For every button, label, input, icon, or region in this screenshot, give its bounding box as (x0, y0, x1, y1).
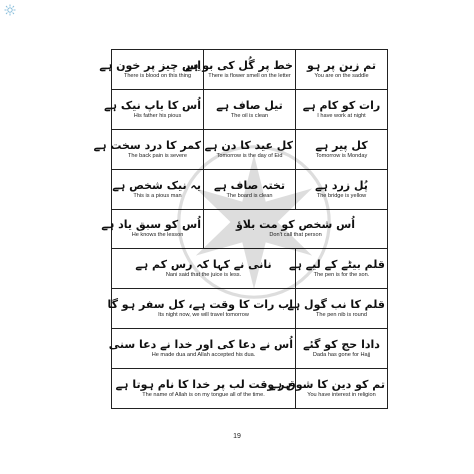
table-row (112, 50, 388, 90)
table-cell-wide (112, 369, 296, 409)
urdu-sentence: یہ نیک شخص ہے (112, 178, 201, 192)
table-row (112, 169, 388, 209)
urdu-sentence: اُس شخص کو مت بلاؤ (235, 218, 356, 232)
urdu-sentence: تم کو دین کا شوق ہے (269, 378, 385, 391)
english-translation: The bridge is yellow (316, 192, 367, 199)
english-translation: The pen is for the son. (313, 272, 370, 279)
table-cell (101, 209, 204, 249)
english-translation: The board is clean (226, 192, 273, 199)
english-translation: Don't call that person (269, 232, 322, 239)
urdu-sentence: اب رات کا وقت ہے، کل سفر ہو گا (107, 298, 293, 312)
english-translation: His father his pious (133, 112, 182, 119)
english-translation: There is blood on this thing (123, 72, 192, 79)
table-cell-wide (112, 249, 296, 289)
table-row (112, 129, 388, 169)
urdu-sentence: تختہ صاف ہے (213, 178, 286, 192)
table-cell (185, 50, 296, 90)
urdu-sentence: ہر وقت لب پر خدا کا نام ہوتا ہے (115, 378, 292, 391)
urdu-sentence: پُل زرد ہے (315, 178, 368, 192)
table-row (112, 329, 388, 369)
table-cell (112, 169, 204, 209)
table-cell-wide (108, 329, 296, 369)
table-cell (296, 169, 388, 209)
table-row (112, 249, 388, 289)
table-cell (287, 289, 388, 329)
urdu-sentence: کل پیر ہے (315, 138, 368, 152)
table-cell (296, 329, 388, 369)
urdu-sentence: اُس کو سبق یاد ہے (101, 218, 201, 232)
urdu-sentence: قلم کا نب گول ہے (287, 298, 385, 312)
table-cell (269, 369, 388, 409)
urdu-sentence: نانی نے کہا کہ رس کم ہے (135, 258, 272, 272)
table-cell-wide (107, 289, 296, 329)
english-translation: I have work at night (317, 112, 366, 119)
urdu-sentence: خط پر گُل کی بو ہے (185, 58, 293, 72)
table-cell (296, 89, 388, 129)
urdu-sentence: اُس کا باپ نیک ہے (104, 98, 201, 112)
english-translation: He knows the lesson (131, 232, 184, 239)
urdu-sentence: تیل صاف ہے (216, 98, 283, 112)
table-cell-wide (204, 209, 388, 249)
table-cell (289, 249, 388, 289)
urdu-sentence: رات کو کام ہے (302, 98, 381, 112)
english-translation: Its night now, we will travel tomorrow (158, 312, 249, 319)
english-translation: Nani said that the juice is less. (165, 272, 242, 279)
english-translation: You are on the saddle (314, 72, 369, 79)
urdu-sentence: دادا حج کو گئے (303, 338, 380, 352)
table-cell (296, 129, 388, 169)
english-translation: Tomorrow is the day of Eid (216, 152, 283, 159)
table-cell (204, 89, 296, 129)
flashcard-sheet (93, 49, 387, 409)
urdu-sentence: تم زین پر ہو (307, 58, 376, 72)
english-translation: He made dua and Allah accepted his dua. (151, 352, 256, 359)
table-row (112, 369, 388, 409)
english-translation: The oil is clean (230, 112, 269, 119)
english-translation: The back pain is severe (127, 152, 188, 159)
sun-logo-icon (4, 4, 16, 16)
english-translation: You have interest in religion (307, 392, 376, 398)
urdu-sentence: قلم بیٹے کے لیے ہے (289, 258, 385, 272)
table-cell (296, 50, 388, 90)
urdu-sentence: اُس نے دعا کی اور خدا نے دعا سنی (108, 338, 293, 352)
english-translation: The name of Allah is on my tongue all of the time. (142, 392, 265, 398)
urdu-sentence: اِس چیز پر خون ہے (99, 58, 201, 72)
table-cell (93, 129, 204, 169)
vocabulary-table (93, 49, 388, 409)
table-cell (104, 89, 204, 129)
table-cell (204, 169, 296, 209)
page-number: 19 (233, 433, 241, 440)
english-translation: This is a pious man (133, 192, 182, 199)
table-row (112, 289, 388, 329)
urdu-sentence: کمر کا درد سخت ہے (93, 138, 201, 152)
english-translation: There is flower smell on the letter (208, 72, 291, 79)
english-translation: The pen nib is round (316, 312, 367, 319)
table-row (112, 89, 388, 129)
urdu-sentence: کل عید کا دن ہے (204, 138, 293, 152)
english-translation: Dada has gone for Hajj (312, 352, 371, 359)
table-cell (204, 129, 296, 169)
english-translation: Tomorrow is Monday (315, 152, 368, 159)
table-row (112, 209, 388, 249)
